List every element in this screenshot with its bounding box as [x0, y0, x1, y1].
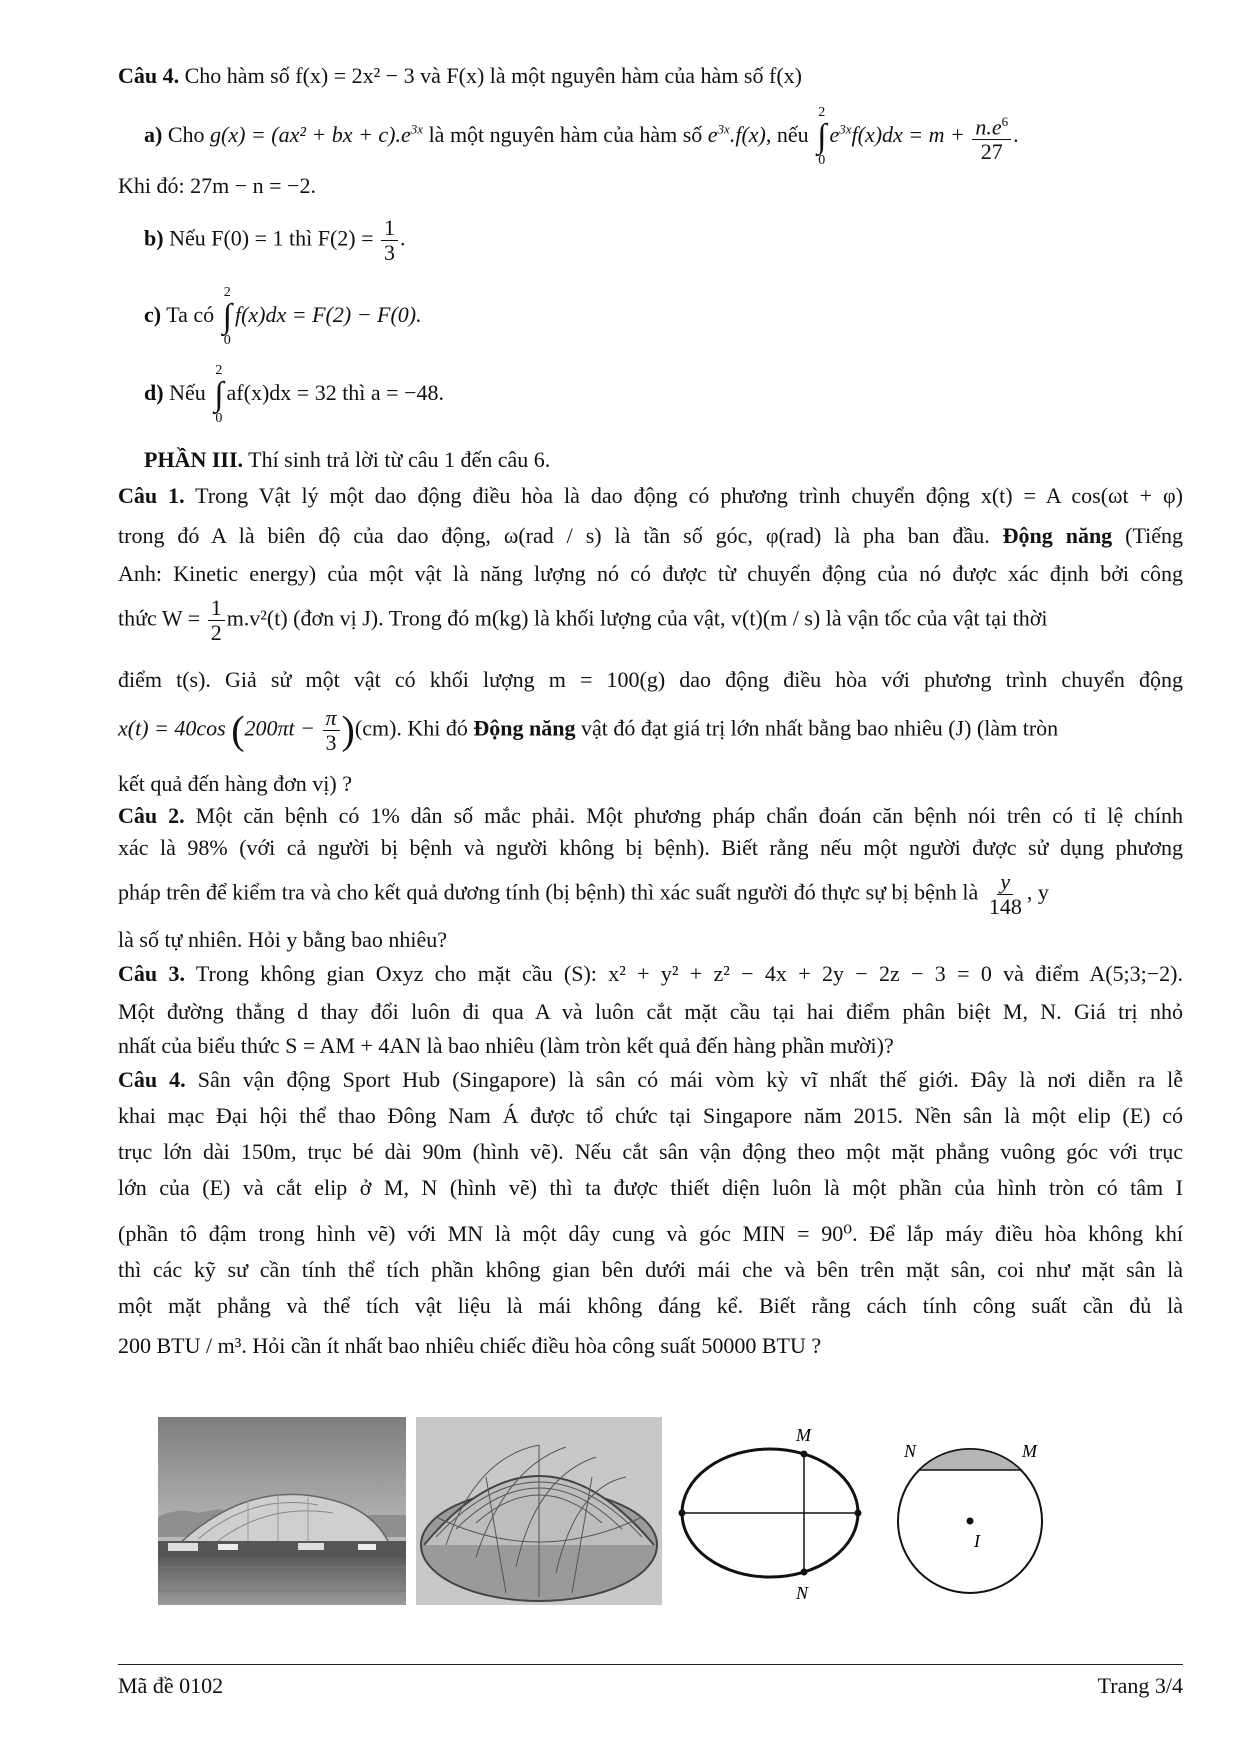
- q4a-result: Khi đó: 27m − n = −2.: [118, 173, 316, 198]
- q1-line2: [118, 518, 1183, 554]
- roof-wireframe-image: [416, 1417, 662, 1605]
- figures-row: [158, 1417, 1198, 1607]
- q2-line2: xác là 98% (với cả người bị bệnh và người không bị bệnh). Biết rằng nếu một người được sử dụng phương: [118, 835, 1183, 860]
- stadium-photo: [158, 1417, 406, 1605]
- q1-l2-end: (Tiếng: [1125, 523, 1183, 548]
- ellipse-label-N: N: [796, 1583, 809, 1603]
- q4c-rest: f(x)dx = F(2) − F(0).: [234, 302, 422, 328]
- q2-line3: [118, 870, 1049, 919]
- q4b-line6: thì các kỹ sư cần tính thể tích phần không gian bên dưới mái che và bên trên mặt sân, coi như mặt sân là: [118, 1257, 1183, 1282]
- q4d-line: [144, 364, 444, 426]
- ellipse-label-M: M: [796, 1425, 811, 1445]
- circle-label-I: I: [974, 1531, 980, 1551]
- q4b-line3: trục lớn dài 150m, trục bé dài 90m (hình vẽ). Nếu cắt sân vận động theo một mặt phẳng vuông góc với trục: [118, 1139, 1183, 1164]
- q4-stem-line: [118, 58, 802, 94]
- q1-l4a: thức W =: [118, 605, 201, 631]
- q1-line1: [118, 478, 1183, 514]
- q4b-line5: (phần tô đậm trong hình vẽ) với MN là một dây cung và góc MIN = 90⁰. Để lắp máy điều hòa không khí: [118, 1221, 1183, 1246]
- q4a-g: g(x) = (ax² + bx + c).e: [210, 122, 411, 148]
- q4b-text: Nếu F(0) = 1 thì F(2) =: [169, 225, 374, 251]
- circle-label-N: N: [904, 1441, 917, 1461]
- part3-title: PHẦN III.: [144, 447, 244, 472]
- fraction-y-148: $\frac{y}{148}$: [988, 869, 1022, 919]
- q4d-rest: af(x)dx = 32 thì a = −48.: [226, 380, 445, 406]
- q2-line4: là số tự nhiên. Hỏi y bằng bao nhiêu?: [118, 927, 448, 952]
- q3-line2: Một đường thẳng d thay đổi luôn đi qua A và luôn cắt mặt cầu tại hai điểm phân biệt M, N. Giá trị nhỏ: [118, 999, 1183, 1024]
- q4d-label: d): [144, 380, 164, 406]
- q1-l2-bold: Động năng: [1002, 523, 1113, 548]
- q4d-text: Nếu: [169, 380, 206, 406]
- q1-l1: Trong Vật lý một dao động điều hòa là dao động có phương trình chuyển động x(t) = A cos(ωt + φ): [195, 483, 1183, 508]
- footer-rule: [118, 1664, 1183, 1665]
- q1-l2: trong đó A là biên độ của dao động, ω(rad / s) là tần số góc, φ(rad) là pha ban đầu.: [118, 523, 990, 548]
- part3-text: Thí sinh trả lời từ câu 1 đến câu 6.: [248, 447, 551, 472]
- q2-l1: Một căn bệnh có 1% dân số mắc phải. Một phương pháp chẩn đoán căn bệnh nói trên có tỉ lệ chính: [195, 803, 1184, 828]
- q4a-label: a): [144, 122, 163, 148]
- footer-page-number: Trang 3/4: [1097, 1673, 1183, 1698]
- ellipse-diagram: [670, 1417, 870, 1605]
- q1-line4: [118, 596, 1048, 645]
- q1-l6b: (cm). Khi đó: [354, 715, 468, 741]
- q2-l3-end: , y: [1026, 879, 1049, 905]
- q3-title: Câu 3.: [118, 961, 185, 986]
- q4a-text2: là một nguyên hàm của hàm số: [428, 122, 703, 148]
- q4b-label: b): [144, 225, 164, 251]
- q1-l6c: vật đó đạt giá trị lớn nhất bằng bao nhiêu (J) (làm tròn: [581, 715, 1059, 741]
- integral-sign: 2 ∫ 0: [222, 285, 232, 348]
- q4b-l1: Sân vận động Sport Hub (Singapore) là sân có mái vòm kỳ vĩ nhất thế giới. Đây là nơi diễn ra lễ: [197, 1067, 1184, 1092]
- q1-title: Câu 1.: [118, 483, 185, 508]
- q4-stem: Cho hàm số f(x) = 2x² − 3 và F(x) là một nguyên hàm của hàm số f(x): [184, 63, 802, 88]
- q1-line7: kết quả đến hàng đơn vị) ?: [118, 771, 353, 796]
- footer-exam-code: Mã đề 0102: [118, 1673, 224, 1698]
- q1-line5: điểm t(s). Giả sử một vật có khối lượng m = 100(g) dao động điều hòa với phương trình chuyển động: [118, 667, 1183, 692]
- fraction-pi-3: $\frac{\pi}{3}$: [323, 706, 340, 755]
- fraction-1-3: $\frac{1}{3}$: [381, 216, 398, 265]
- q4b-title: Câu 4.: [118, 1067, 186, 1092]
- q4c-text: Ta có: [166, 302, 215, 328]
- q4b-line: b) Nếu F(0) = 1 thì F(2) = $\frac{1}{3}$ .: [144, 215, 406, 265]
- q1-line6: x(t) = 40cos (200πt − $\frac{\pi}{3}$ )(cm). Khi đó Động năng vật đó đạt giá trị lớn nhất bằng bao nhiêu (J) (làm tròn: [118, 705, 1059, 755]
- q2-title: Câu 2.: [118, 803, 185, 828]
- circle-label-M: M: [1022, 1441, 1037, 1461]
- q4b-line2: khai mạc Đại hội thể thao Đông Nam Á được tổ chức tại Singapore năm 2015. Nền sân là một elip (E) có: [118, 1103, 1183, 1128]
- q4a-line: a) Cho g(x) = (ax² + bx + $c).e^{3x}$ là một nguyên hàm của hàm số $e^{3x}.f(x)$, nếu 2 ∫ 0 $e^{3x}f(x)dx = m$ + $\frac{n.e^6}{27}$ .: [144, 105, 1019, 168]
- circle-section-diagram: [888, 1417, 1058, 1605]
- q4a-text3: , nếu: [765, 122, 809, 148]
- q3-l1: Trong không gian Oxyz cho mặt cầu (S): x² + y² + z² − 4x + 2y − 2z − 3 = 0 và điểm A(5;3;−2).: [195, 961, 1184, 986]
- fraction-1-2: $\frac{1}{2}$: [208, 596, 225, 645]
- fraction-ne6-27: $\frac{n.e^6}{27}$: [972, 110, 1011, 164]
- q4c-line: [144, 286, 422, 348]
- q2-line1: [118, 798, 1183, 834]
- q4c-label: c): [144, 302, 162, 328]
- q3-line3: nhất của biểu thức S = AM + 4AN là bao nhiêu (làm tròn kết quả đến hàng phần mười)?: [118, 1033, 894, 1058]
- q4b-line7: một mặt phẳng và thể tích vật liệu là mái không đáng kể. Biết rằng cách tính công suất cần đủ là: [118, 1293, 1183, 1318]
- q4-title: Câu 4.: [118, 63, 180, 88]
- q4b-line4: lớn của (E) và cắt elip ở M, N (hình vẽ) thì ta được thiết diện luôn là một phần của hình tròn có tâm I: [118, 1175, 1183, 1200]
- q1-l6-bold: Động năng: [473, 715, 576, 741]
- q4b-line1: [118, 1062, 1183, 1098]
- integral-sign: 2 ∫ 0: [817, 105, 827, 168]
- q1-l4b: m.v²(t) (đơn vị J). Trong đó m(kg) là khối lượng của vật, v(t)(m / s) là vận tốc của vật tại thời: [226, 605, 1048, 631]
- q1-line3: Anh: Kinetic energy) của một vật là năng lượng nó có được từ chuyển động của nó được xác định bởi công: [118, 561, 1183, 586]
- integral-sign: 2 ∫ 0: [214, 363, 224, 426]
- q2-l3: pháp trên để kiểm tra và cho kết quả dương tính (bị bệnh) thì xác suất người đó thực sự bị bệnh là: [118, 879, 979, 905]
- part3-heading: [144, 442, 550, 478]
- q4b-line8: 200 BTU / m³. Hỏi cần ít nhất bao nhiêu chiếc điều hòa công suất 50000 BTU ?: [118, 1333, 822, 1358]
- q1-l6a: x(t) = 40cos: [118, 715, 226, 741]
- q3-line1: [118, 956, 1183, 992]
- q4a-text1: Cho: [167, 122, 205, 148]
